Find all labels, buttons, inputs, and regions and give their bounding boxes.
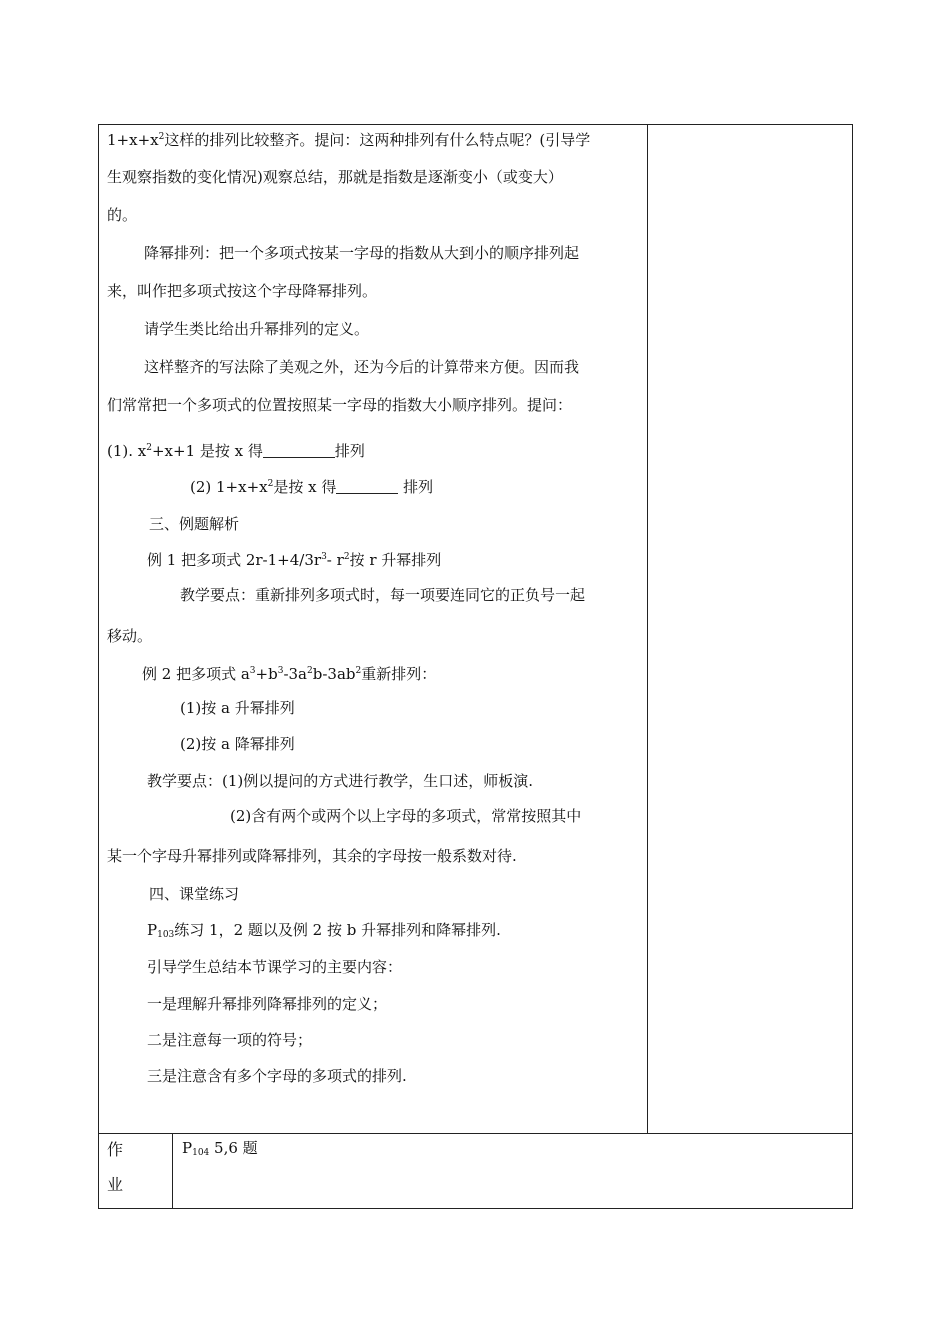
answer-blank [336, 479, 398, 494]
question-2: (2) $1+x+x^2$是按 x 得 排列 [190, 478, 434, 496]
summary-item-2: 二是注意每一项的符号； [147, 1031, 313, 1049]
homework-label-divider [172, 1133, 173, 1209]
example-1: 例 1 把多项式 $2r-1+4/3r^3-$ $r^2$按 r 升幂排列 [147, 551, 442, 569]
text-line: 生观察指数的变化情况)观察总结，那就是指数是逐渐变小（或变大） [107, 168, 563, 186]
homework-assignment: $P_{104}$ 5,6 题 [182, 1139, 258, 1158]
example-2-part-2: (2)按 a 降幂排列 [180, 735, 295, 753]
text-line: 来，叫作把多项式按这个字母降幂排列。 [107, 282, 378, 300]
homework-label-top: 作 [107, 1140, 124, 1159]
summary-item-1: 一是理解升幂排列降幂排列的定义； [147, 995, 388, 1013]
section-heading-examples: 三、例题解析 [149, 515, 240, 533]
paragraph-neat-writing: 这样整齐的写法除了美观之外，还为今后的计算带来方便。因而我 [144, 358, 580, 376]
teaching-key-2: 教学要点：(1)例以提问的方式进行教学，生口述，师板演. [147, 772, 534, 790]
text-line: 的。 [107, 206, 138, 224]
answer-blank [263, 443, 335, 458]
teaching-key-3: (2)含有两个或两个以上字母的多项式，常常按照其中 [230, 807, 582, 825]
table-column-divider [647, 124, 648, 1134]
section-heading-practice: 四、课堂练习 [149, 885, 240, 903]
text-line: $1+x+x^2$这样的排列比较整齐。提问：这两种排列有什么特点呢？(引导学 [107, 131, 591, 149]
paragraph-ascending-definition: 请学生类比给出升幂排列的定义。 [144, 320, 370, 338]
text-line: 某一个字母升幂排列或降幂排列，其余的字母按一般系数对待. [107, 847, 517, 865]
text-line: 们常常把一个多项式的位置按照某一字母的指数大小顺序排列。提问： [107, 396, 573, 414]
text-line: 移动。 [107, 627, 153, 645]
table-row-divider [98, 1133, 853, 1134]
teaching-key-1: 教学要点：重新排列多项式时，每一项要连同它的正负号一起 [180, 586, 586, 604]
example-2-part-1: (1)按 a 升幂排列 [180, 699, 295, 717]
summary-item-3: 三是注意含有多个字母的多项式的排列. [147, 1067, 407, 1085]
summary-intro: 引导学生总结本节课学习的主要内容： [147, 958, 403, 976]
example-2: 例 2 把多项式 $a^3+b^3-3a^2b-3ab^2$重新排列： [142, 665, 437, 683]
practice-line: $P_{103}$练习 1，2 题以及例 2 按 b 升幂排列和降幂排列. [147, 921, 501, 940]
paragraph-descending-order: 降幂排列：把一个多项式按某一字母的指数从大到小的顺序排列起 [144, 244, 580, 262]
question-1: (1). $x^2+x+1$ 是按 x 得 排列 [107, 442, 365, 460]
homework-label-bottom: 业 [107, 1175, 124, 1194]
